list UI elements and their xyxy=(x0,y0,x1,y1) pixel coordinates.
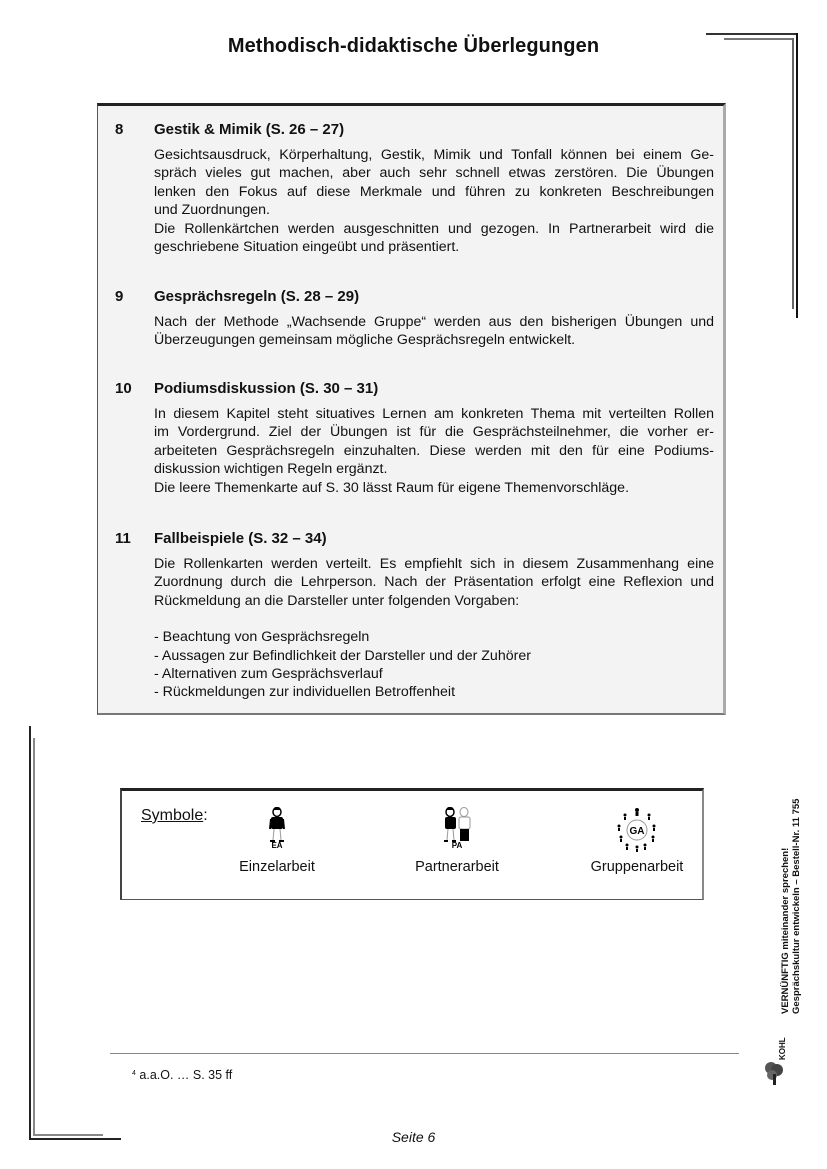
corner-frame-top-right-inner-v xyxy=(792,38,794,309)
symbols-label-text: Symbole xyxy=(141,807,204,824)
symbols-legend xyxy=(120,788,704,900)
bullet-item: - Aussagen zur Befindlichkeit der Darsteller und der Zuhörer xyxy=(154,647,531,664)
corner-frame-bottom-left-inner-v xyxy=(33,738,35,1135)
body-line: spräch vieles gut machen, aber auch sehr schnell etwas zerstören. Die Übungen xyxy=(154,165,714,182)
body-line: Nach der Methode „Wachsende Gruppe“ werden aus den bisherigen Übungen und xyxy=(154,314,714,330)
body-line: Gesichtsausdruck, Körperhaltung, Gestik, Mimik und Tonfall können bei einem Ge- xyxy=(154,147,714,163)
publisher-imprint xyxy=(763,770,813,1090)
pair-persons-icon xyxy=(439,807,475,849)
bullet-item: - Rückmeldungen zur individuellen Betroffenheit xyxy=(154,684,456,701)
symbol-partnerarbeit xyxy=(392,807,522,875)
body-line: arbeiteten Gesprächsregeln einzuhalten. Diese werden mit den für eine Podiums- xyxy=(154,442,714,459)
body-line: Rückmeldung an die Darsteller unter folgenden Vorgaben: xyxy=(154,592,520,609)
bullet-item: - Alternativen zum Gesprächsverlauf xyxy=(154,666,383,683)
symbol-badge: EA xyxy=(271,841,283,849)
bullet-item: - Beachtung von Gesprächsregeln xyxy=(154,629,370,646)
corner-frame-top-right-outer-v xyxy=(796,33,798,318)
symbol-caption: Partnerarbeit xyxy=(415,859,499,875)
publisher-name: KOHL xyxy=(778,1037,787,1060)
footnote-divider xyxy=(110,1053,739,1054)
section-body xyxy=(154,555,714,702)
section-number: 10 xyxy=(115,380,132,397)
imprint-line-1: VERNÜNFTIG miteinander sprechen! xyxy=(780,847,791,1014)
content-box xyxy=(97,103,726,715)
body-line: diskussion wichtigen Regeln ergänzt. xyxy=(154,461,388,478)
section-heading: Gestik & Mimik (S. 26 – 27) xyxy=(154,121,345,138)
imprint-line-2: Gesprächskultur entwickeln – Bestell-Nr. 11 755 xyxy=(791,798,802,1014)
section-body xyxy=(154,405,714,497)
symbol-badge: PA xyxy=(451,841,463,849)
body-line: geschriebene Situation eingeübt und präsentiert. xyxy=(154,239,460,256)
symbol-caption: Gruppenarbeit xyxy=(590,859,684,875)
footnote-marker: 4 xyxy=(132,1070,136,1077)
body-line: In diesem Kapitel steht situatives Lernen am konkreten Thema mit verteilten Rollen xyxy=(154,406,714,422)
page-title: Methodisch-didaktische Überlegungen xyxy=(227,35,600,57)
footnote xyxy=(132,1068,232,1082)
section-number: 11 xyxy=(115,530,131,547)
section-body xyxy=(154,146,714,256)
symbols-label-colon: : xyxy=(203,807,208,824)
section-heading: Gesprächsregeln (S. 28 – 29) xyxy=(154,288,360,305)
group-circle-icon xyxy=(615,807,659,853)
body-line: Die leere Themenkarte auf S. 30 lässt Raum für eigene Themenvorschläge. xyxy=(154,479,630,496)
body-line: im Vordergrund. Ziel der Übungen ist für die Gesprächsteilnehmer, die vorher er- xyxy=(154,424,714,441)
symbol-badge: GA xyxy=(629,826,645,837)
page-number: Seite 6 xyxy=(391,1129,436,1145)
body-line: Überzeugungen gemeinsam mögliche Gesprächsregeln entwickelt. xyxy=(154,332,576,349)
symbol-caption: Einzelarbeit xyxy=(239,859,315,875)
body-line: und Zuordnungen. xyxy=(154,202,270,219)
bullet-list xyxy=(154,628,714,702)
section-heading: Podiumsdiskussion (S. 30 – 31) xyxy=(154,380,379,397)
body-line: Die Rollenkärtchen werden ausgeschnitten und gezogen. In Partnerarbeit wird die xyxy=(154,220,714,237)
footnote-text: a.a.O. … S. 35 ff xyxy=(139,1068,233,1082)
symbols-label xyxy=(141,807,208,825)
section-number: 9 xyxy=(115,288,124,305)
single-person-icon xyxy=(262,807,292,849)
tree-logo-icon xyxy=(763,1060,785,1086)
body-line: Zuordnung durch die Lehrperson. Nach der Präsentation erfolgt eine Reflexion und xyxy=(154,574,714,591)
section-heading: Fallbeispiele (S. 32 – 34) xyxy=(154,530,327,547)
body-line: lenken den Fokus auf diese Merkmale und führen zu konkreten Beschreibungen xyxy=(154,183,714,200)
section-number: 8 xyxy=(115,121,124,138)
section-body xyxy=(154,313,714,350)
symbol-gruppenarbeit xyxy=(572,807,702,875)
body-line: Die Rollenkarten werden verteilt. Es empfiehlt sich in diesem Zusammenhang eine xyxy=(154,556,714,572)
corner-frame-bottom-left-outer-v xyxy=(29,726,31,1139)
symbol-einzelarbeit xyxy=(212,807,342,875)
